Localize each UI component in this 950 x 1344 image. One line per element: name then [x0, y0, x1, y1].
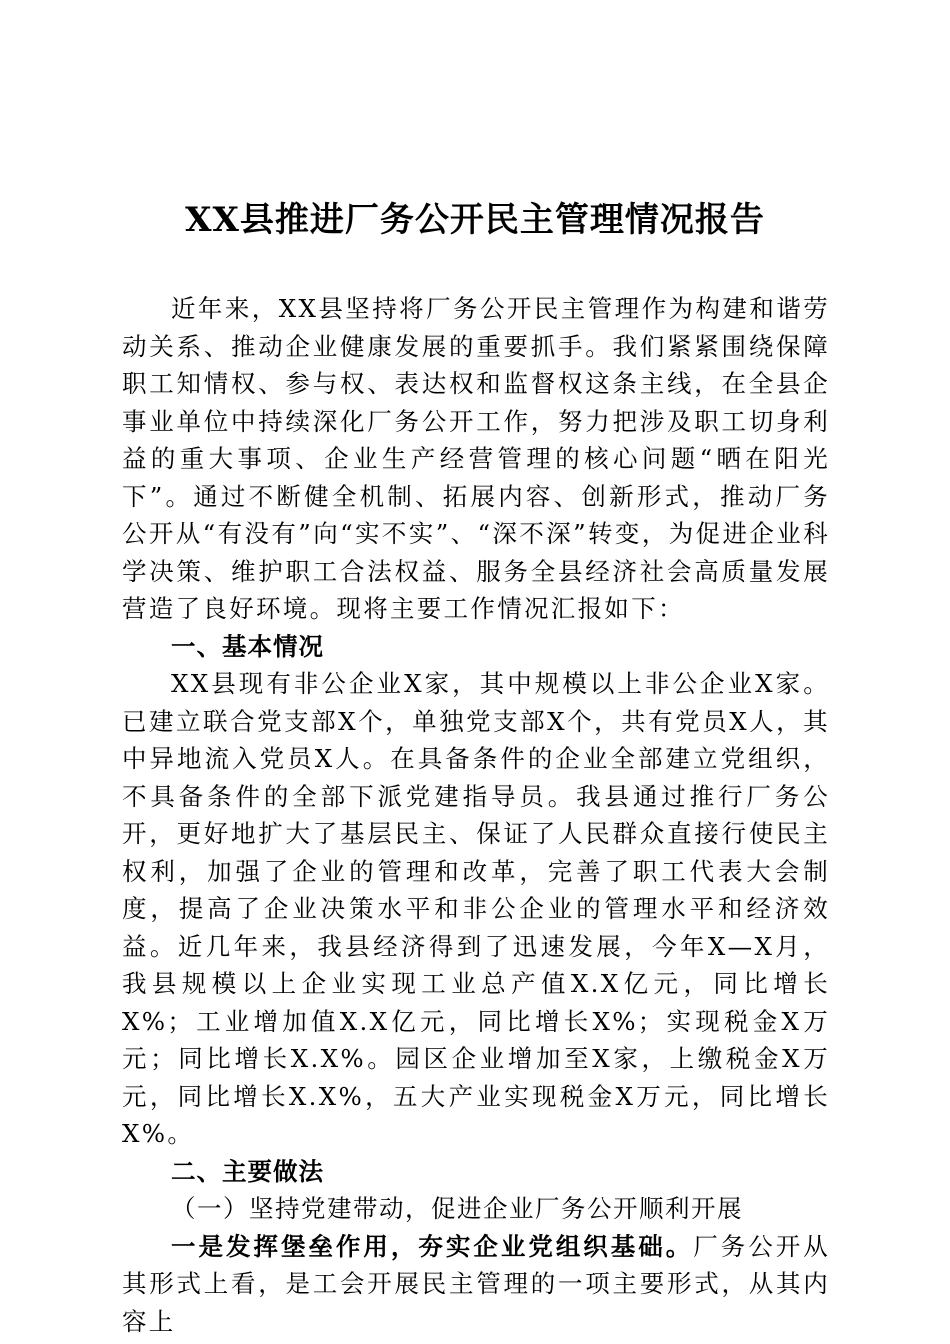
section2-text: 厂务公开从其形式上看，是工会开展民主管理的一项主要形式，从其内容上 [122, 1231, 830, 1336]
section2-subheading: （一）坚持党建带动，促进企业厂务公开顺利开展 [171, 1194, 743, 1223]
section1-heading: 一、基本情况 [171, 631, 324, 661]
section2-lead: 一是发挥堡垒作用，夯实企业党组织基础。 [171, 1231, 694, 1261]
document-title: XX县推进厂务公开民主管理情况报告 [185, 200, 765, 240]
section1-paragraph: XX县现有非公企业X家，其中规模以上非公企业X家。已建立联合党支部X个，单独党支部X个，共有党员X人，其中异地流入党员X人。在具备条件的企业全部建立党组织，不具备条件的全部下派党建指导员。我县通过推行厂务公开，更好地扩大了基层民主、保证了人民群众直接行使民主权利，加强了企业的管理和改革，完善了职工代表大会制度，提高了企业决策水平和非公企业的管理水平和经济效益。近几年来，我县经济得到了迅速发展，今年X—X月，我县规模以上企业实现工业总产值X.X亿元，同比增长X%；工业增加值X.X亿元，同比增长X%；实现税金X万元；同比增长X.X%。园区企业增加至X家，上缴税金X万元，同比增长X.X%，五大产业实现税金X万元，同比增长X%。 [122, 669, 830, 1148]
intro-paragraph: 近年来，XX县坚持将厂务公开民主管理作为构建和谐劳动关系、推动企业健康发展的重要抓手。我们紧紧围绕保障职工知情权、参与权、表达权和监督权这条主线，在全县企事业单位中持续深化厂务公开工作，努力把涉及职工切身利益的重大事项、企业生产经营管理的核心问题“晒在阳光下”。通过不断健全机制、拓展内容、创新形式，推动厂务公开从“有没有”向“实不实”、“深不深”转变，为促进企业科学决策、维护职工合法权益、服务全县经济社会高质量发展营造了良好环境。现将主要工作情况汇报如下： [122, 294, 830, 623]
section2-heading: 二、主要做法 [171, 1156, 324, 1186]
section2-paragraph [122, 1228, 830, 1341]
document-body [122, 290, 830, 1340]
